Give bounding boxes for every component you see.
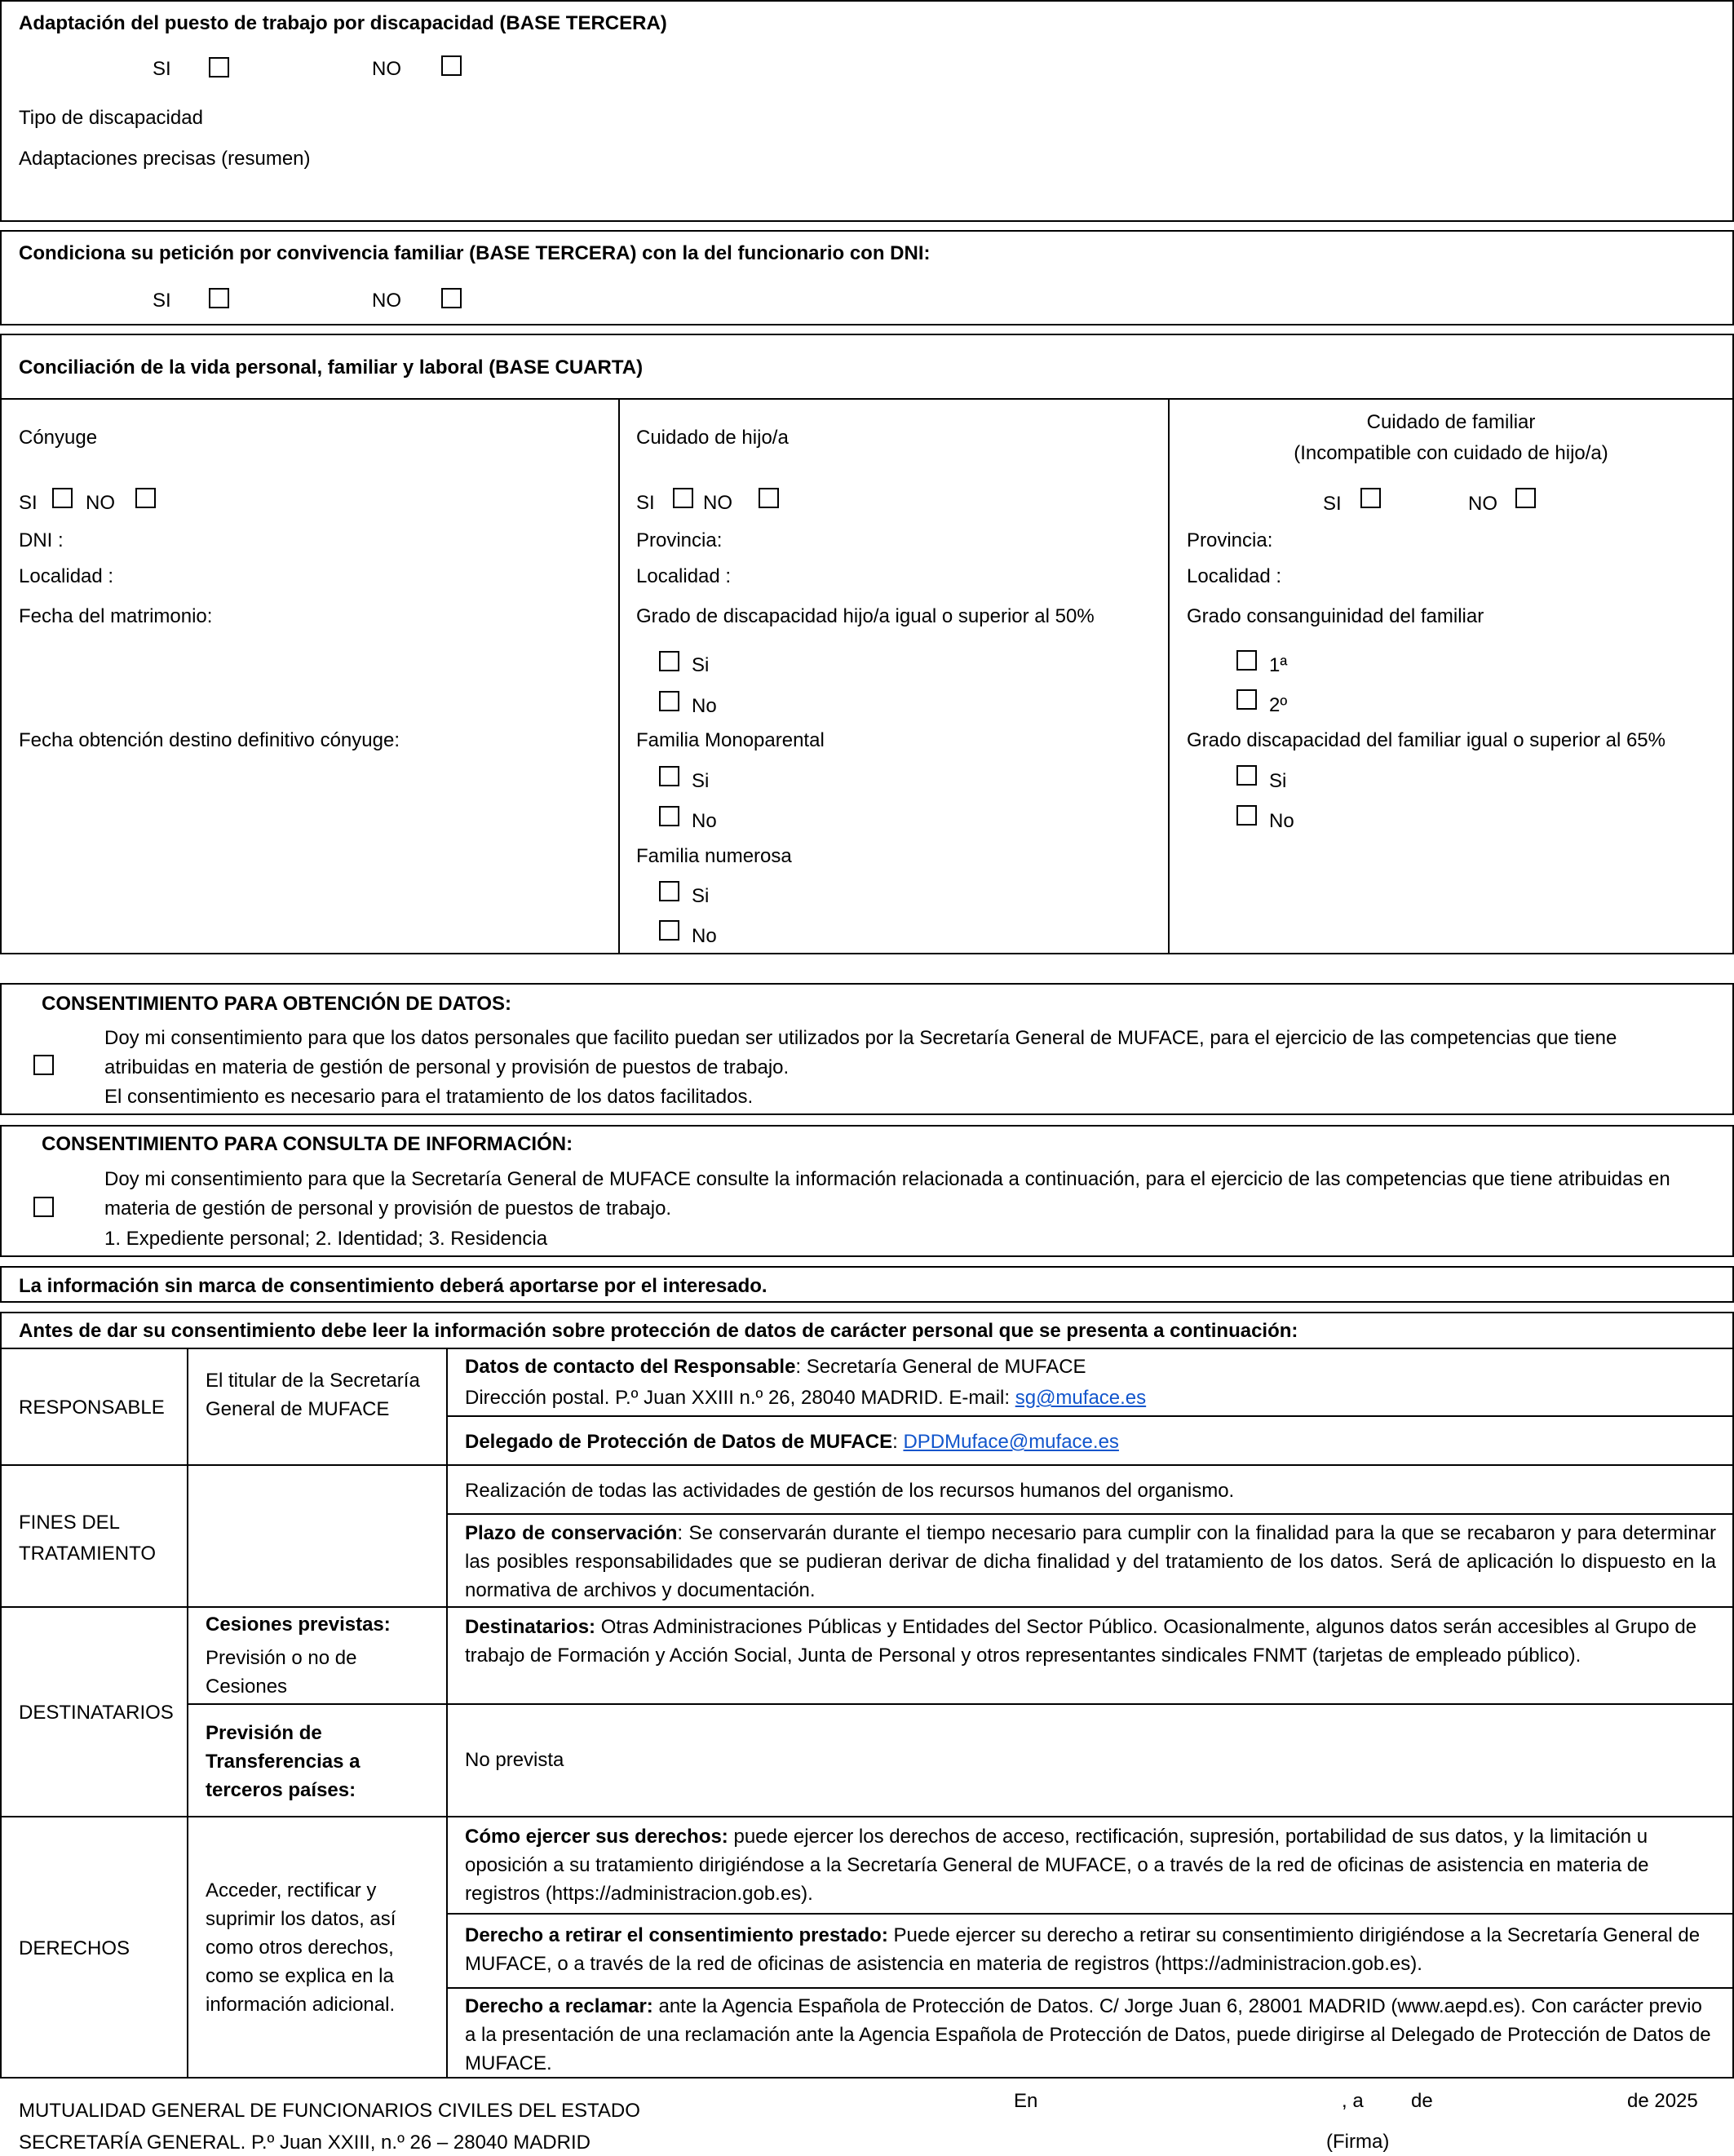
adaptations-label: Adaptaciones precisas (resumen) — [19, 148, 311, 170]
responsable-contact-bold: Datos de contacto del Responsable — [465, 1356, 796, 1378]
privacy-row-divider-1 — [0, 1464, 1734, 1466]
consent-query-checkbox[interactable] — [33, 1197, 54, 1217]
single-parent-no-checkbox[interactable] — [659, 806, 679, 826]
consanguinity-2-checkbox[interactable] — [1236, 689, 1257, 710]
destinatarios-bold: Destinatarios: — [465, 1616, 596, 1638]
spouse-no-checkbox[interactable] — [135, 488, 156, 508]
dpo-bold: Delegado de Protección de Datos de MUFACE — [465, 1431, 893, 1453]
family-care-header-line1: Cuidado de familiar — [1366, 411, 1536, 433]
privacy-title-divider — [0, 1348, 1734, 1349]
transfer-bold: Previsión de Transferencias a terceros países: — [206, 1722, 361, 1801]
coexistence-si-checkbox[interactable] — [209, 288, 229, 308]
retirar-text: Puede ejercer su derecho a retirar su consentimiento dirigiéndose a la Secretaría General de MUFACE, o a través de la red de oficinas de asistencia en materia de registros (https://administracion.gob.es). — [465, 1924, 1701, 1975]
family-disability-no-checkbox[interactable] — [1236, 805, 1257, 826]
privacy-row-divider-3 — [0, 1816, 1734, 1817]
family-coexistence-title: Condiciona su petición por convivencia familiar (BASE TERCERA) con la del funcionario con DNI: — [19, 242, 931, 264]
child-disability-si-checkbox[interactable] — [659, 651, 679, 671]
plazo-bold: Plazo de conservación — [465, 1522, 678, 1544]
footer-year-label: de 2025 — [1627, 2090, 1698, 2112]
family-disability-label: Grado discapacidad del familiar igual o superior al 65% — [1187, 729, 1665, 751]
child-disability-si-label: Si — [692, 654, 710, 676]
conciliation-header-divider — [0, 398, 1734, 400]
responsable-label: RESPONSABLE — [19, 1397, 165, 1419]
disability-no-checkbox[interactable] — [441, 55, 462, 76]
large-family-no-label: No — [692, 925, 717, 947]
marriage-date-label: Fecha del matrimonio: — [19, 605, 213, 627]
family-disability-si-label: Si — [1269, 770, 1287, 792]
reclamar-text: ante la Agencia Española de Protección de Datos. C/ Jorge Juan 6, 28001 MADRID (www.aepd.es). Con carácter previo a la presentación de una reclamación ante la Agencia Española de Protección de Datos, puede dirigirse al Delegado de Protección de Datos de MUFACE. — [465, 1995, 1711, 2074]
spouse-no-label: NO — [86, 492, 115, 514]
spouse-destination-date-label: Fecha obtención destino definitivo cónyuge: — [19, 729, 400, 751]
dpo-email-link[interactable]: DPDMuface@muface.es — [903, 1431, 1119, 1453]
destinatarios-text — [465, 1613, 1716, 1670]
consent-query-list: 1. Expediente personal; 2. Identidad; 3. Residencia — [104, 1228, 548, 1250]
consent-data-checkbox[interactable] — [33, 1055, 54, 1075]
dpo-sep: : — [892, 1431, 904, 1453]
fines-sub-divider — [446, 1513, 1734, 1515]
consent-data-note: El consentimiento es necesario para el tratamiento de los datos facilitados. — [104, 1086, 754, 1108]
spouse-si-label: SI — [19, 492, 38, 514]
responsable-contact — [465, 1355, 1086, 1379]
footer-org-line2: SECRETARÍA GENERAL. P.º Juan XXIII, n.º 26 – 28040 MADRID — [19, 2132, 591, 2154]
notice-text: La información sin marca de consentimiento deberá aportarse por el interesado. — [19, 1275, 767, 1297]
child-care-si-checkbox[interactable] — [673, 488, 693, 508]
family-care-si-label: SI — [1323, 493, 1342, 515]
child-disability-no-label: No — [692, 695, 717, 717]
child-care-header: Cuidado de hijo/a — [636, 427, 789, 449]
responsable-address-text: Dirección postal. P.º Juan XXIII n.º 26, 28040 MADRID. E-mail: — [465, 1387, 1015, 1409]
destinatarios-sub-divider — [187, 1703, 1734, 1705]
como-text: puede ejercer los derechos de acceso, rectificación, supresión, portabilidad de sus datos, y la limitación u oposición a su tratamiento dirigiéndose a la Secretaría General de MUFACE, o a través de la red de oficinas de asistencia en materia de registros (https://administracion.gob.es). — [465, 1826, 1649, 1905]
como-bold: Cómo ejercer sus derechos: — [465, 1826, 728, 1848]
footer-de-label: de — [1411, 2090, 1433, 2112]
child-care-no-checkbox[interactable] — [759, 488, 779, 508]
privacy-col-divider-1 — [187, 1348, 188, 2079]
family-care-si-checkbox[interactable] — [1360, 488, 1381, 508]
consent-data-title: CONSENTIMIENTO PARA OBTENCIÓN DE DATOS: — [42, 993, 512, 1015]
spouse-header: Cónyuge — [19, 427, 98, 449]
cesiones-bold: Cesiones previstas: — [206, 1614, 391, 1636]
large-family-label: Familia numerosa — [636, 845, 792, 867]
footer-a-label: , a — [1342, 2090, 1364, 2112]
derechos-mid: Acceder, rectificar y suprimir los datos, así como otros derechos, como se explica en la información adicional. — [206, 1879, 396, 2016]
responsable-address — [465, 1386, 1146, 1410]
conciliation-col-divider-1 — [618, 398, 620, 954]
family-locality-label: Localidad : — [1187, 565, 1282, 587]
consanguinity-1-label: 1ª — [1269, 654, 1288, 676]
family-care-header-line2: (Incompatible con cuidado de hijo/a) — [1294, 442, 1608, 464]
derecho-retirar — [465, 1921, 1716, 1978]
family-disability-si-checkbox[interactable] — [1236, 765, 1257, 786]
coexistence-no-label: NO — [372, 290, 401, 312]
privacy-col-divider-2 — [446, 1348, 448, 2079]
single-parent-no-label: No — [692, 810, 717, 832]
family-care-no-checkbox[interactable] — [1515, 488, 1536, 508]
cesiones-text: Previsión o no de Cesiones — [206, 1647, 357, 1698]
child-disability-label: Grado de discapacidad hijo/a igual o superior al 50% — [636, 605, 1095, 627]
derecho-reclamar — [465, 1992, 1716, 2078]
destinatarios-rest: Otras Administraciones Públicas y Entidades del Sector Público. Ocasionalmente, algunos datos serán accesibles al Grupo de trabajo de Formación y Acción Social, Junta de Personal y otros representantes sindicales FNMT (tarjetas de empleado público). — [465, 1616, 1697, 1667]
responsable-contact-rest: : Secretaría General de MUFACE — [795, 1356, 1086, 1378]
plazo-conservacion — [465, 1519, 1716, 1605]
destinatarios-label: DESTINATARIOS — [19, 1702, 174, 1724]
conciliation-title: Conciliación de la vida personal, familiar y laboral (BASE CUARTA) — [19, 356, 644, 379]
fines-purpose: Realización de todas las actividades de gestión de los recursos humanos del organismo. — [465, 1480, 1235, 1502]
como-ejercer — [465, 1822, 1716, 1908]
consent-query-title: CONSENTIMIENTO PARA CONSULTA DE INFORMACIÓN: — [42, 1133, 573, 1155]
large-family-si-checkbox[interactable] — [659, 881, 679, 901]
spouse-si-checkbox[interactable] — [52, 488, 73, 508]
reclamar-bold: Derecho a reclamar: — [465, 1995, 653, 2017]
single-parent-si-checkbox[interactable] — [659, 766, 679, 786]
retirar-bold: Derecho a retirar el consentimiento prestado: — [465, 1924, 888, 1946]
responsable-mid: El titular de la Secretaría General de MUFACE — [206, 1370, 420, 1420]
responsable-email-link[interactable]: sg@muface.es — [1015, 1387, 1147, 1409]
disability-no-label: NO — [372, 58, 401, 80]
transfer-text: No prevista — [465, 1749, 564, 1771]
disability-si-checkbox[interactable] — [209, 57, 229, 77]
dpo-line — [465, 1430, 1119, 1454]
disability-type-label: Tipo de discapacidad — [19, 107, 203, 129]
family-care-no-label: NO — [1468, 493, 1497, 515]
large-family-si-label: Si — [692, 885, 710, 907]
spouse-locality-label: Localidad : — [19, 565, 114, 587]
footer-signature-label: (Firma) — [1326, 2131, 1390, 2153]
privacy-title: Antes de dar su consentimiento debe leer la información sobre protección de datos de carácter personal que se presenta a continuación: — [19, 1320, 1298, 1342]
derechos-sub-divider-2 — [446, 1987, 1734, 1989]
child-province-label: Provincia: — [636, 529, 723, 551]
consent-data-text: Doy mi consentimiento para que los datos personales que facilito puedan ser utilizados por la Secretaría General de MUFACE, para el ejercicio de las competencias que tiene atribuidas en materia de gestión de personal y provisión de puestos de trabajo. — [104, 1027, 1617, 1078]
coexistence-no-checkbox[interactable] — [441, 288, 462, 308]
disability-si-label: SI — [153, 58, 171, 80]
single-parent-label: Familia Monoparental — [636, 729, 825, 751]
single-parent-si-label: Si — [692, 770, 710, 792]
family-province-label: Provincia: — [1187, 529, 1273, 551]
disability-adaptation-title: Adaptación del puesto de trabajo por discapacidad (BASE TERCERA) — [19, 12, 667, 34]
footer-org-line1: MUTUALIDAD GENERAL DE FUNCIONARIOS CIVILES DEL ESTADO — [19, 2100, 640, 2122]
fines-label: FINES DEL TRATAMIENTO — [19, 1512, 156, 1565]
family-disability-no-label: No — [1269, 810, 1294, 832]
plazo-text: : Se conservarán durante el tiempo necesario para cumplir con la finalidad para la que se recabaron y para determinar las posibles responsabilidades que se pudieran derivar de dicha finalidad y del tratamiento de los datos. Será de aplicación lo dispuesto en la normativa de archivos y documentación. — [465, 1522, 1716, 1601]
large-family-no-checkbox[interactable] — [659, 920, 679, 941]
consanguinity-label: Grado consanguinidad del familiar — [1187, 605, 1484, 627]
consanguinity-2-label: 2º — [1269, 694, 1288, 716]
child-locality-label: Localidad : — [636, 565, 732, 587]
conciliation-col-divider-2 — [1168, 398, 1170, 954]
derechos-sub-divider-1 — [446, 1913, 1734, 1915]
child-care-no-label: NO — [703, 492, 732, 514]
consanguinity-1-checkbox[interactable] — [1236, 650, 1257, 671]
responsable-sub-divider — [446, 1415, 1734, 1417]
coexistence-si-label: SI — [153, 290, 171, 312]
consent-query-text: Doy mi consentimiento para que la Secretaría General de MUFACE consulte la información relacionada a continuación, para el ejercicio de las competencias que tiene atribuidas en materia de gestión de personal y provisión de puestos de trabajo. — [104, 1168, 1670, 1220]
derechos-label: DERECHOS — [19, 1937, 130, 1959]
privacy-row-divider-2 — [0, 1606, 1734, 1608]
child-care-si-label: SI — [636, 492, 655, 514]
spouse-dni-label: DNI : — [19, 529, 64, 551]
child-disability-no-checkbox[interactable] — [659, 691, 679, 711]
footer-en-label: En — [1014, 2090, 1038, 2112]
